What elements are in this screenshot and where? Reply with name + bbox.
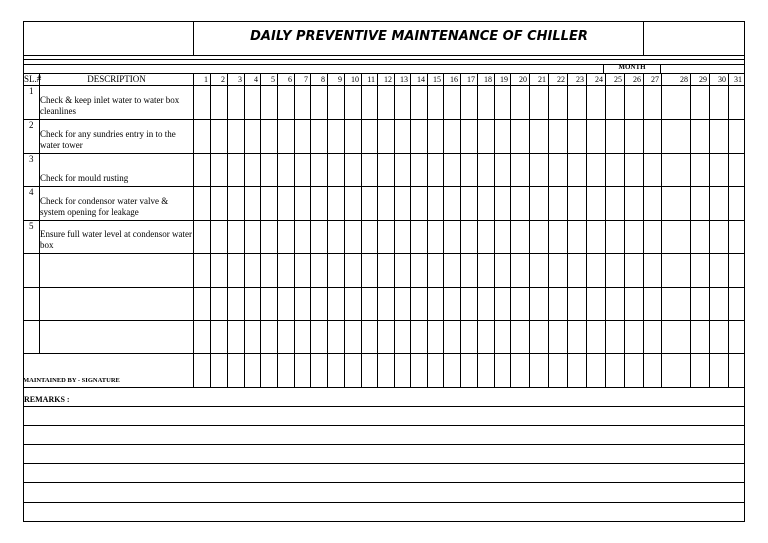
row-description: Check for any sundries entry in to the water tower: [40, 129, 176, 150]
description-column-header: DESCRIPTION: [87, 74, 146, 84]
day-header: 8: [321, 75, 325, 84]
row-description: Ensure full water level at condensor water box: [40, 229, 192, 250]
day-header: 31: [734, 75, 742, 84]
day-header: 20: [519, 75, 527, 84]
day-header: 16: [450, 75, 458, 84]
day-header: 2: [221, 75, 225, 84]
row-number: 4: [29, 187, 34, 197]
day-header: 12: [384, 75, 392, 84]
day-header: 4: [254, 75, 258, 84]
row-number: 2: [29, 120, 34, 130]
day-header: 1: [204, 75, 208, 84]
row-description: Check for mould rusting: [40, 173, 129, 183]
day-header: 21: [538, 75, 546, 84]
day-header: 18: [484, 75, 492, 84]
day-header: 19: [500, 75, 508, 84]
day-header: 6: [288, 75, 292, 84]
day-header: 25: [614, 75, 622, 84]
day-header: 10: [351, 75, 359, 84]
month-label: MONTH: [618, 63, 646, 71]
day-header: 13: [400, 75, 408, 84]
sl-column-header: SL.#: [24, 74, 42, 84]
day-header: 17: [467, 75, 475, 84]
day-header: 7: [304, 75, 308, 84]
day-header: 9: [338, 75, 342, 84]
row-number: 3: [29, 154, 34, 164]
day-header: 29: [699, 75, 707, 84]
day-header: 14: [417, 75, 425, 84]
row-description: Check & keep inlet water to water box cleanlines: [40, 95, 180, 116]
row-number: 1: [29, 86, 34, 96]
day-header: 26: [633, 75, 641, 84]
day-header: 27: [651, 75, 659, 84]
day-header: 22: [557, 75, 565, 84]
day-header: 11: [367, 75, 375, 84]
day-header: 15: [433, 75, 441, 84]
signature-label: MAINTAINED BY - SIGNATURE: [23, 377, 120, 384]
day-header: 28: [680, 75, 688, 84]
day-header: 5: [271, 75, 275, 84]
sheet-title: DAILY PREVENTIVE MAINTENANCE OF CHILLER: [250, 29, 588, 44]
row-description: Check for condensor water valve & system opening for leakage: [40, 196, 169, 217]
day-header: 30: [718, 75, 726, 84]
day-header: 3: [238, 75, 242, 84]
row-number: 5: [29, 221, 34, 231]
remarks-label: REMARKS :: [24, 395, 70, 404]
day-header: 23: [576, 75, 584, 84]
day-header: 24: [595, 75, 603, 84]
